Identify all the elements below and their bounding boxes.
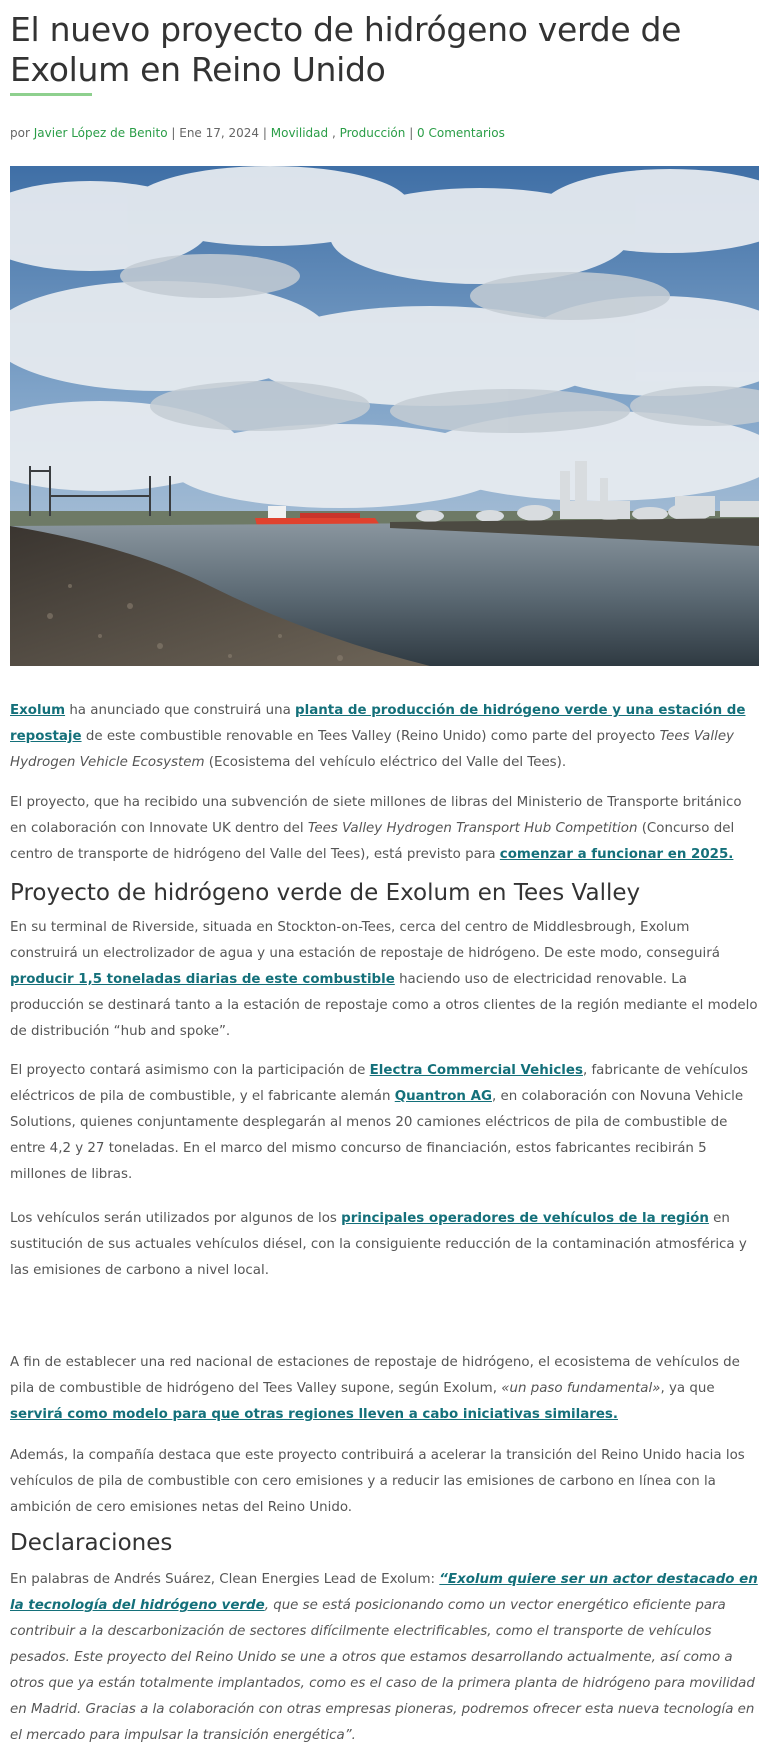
- paragraph-5: Los vehículos serán utilizados por algunos de los principales operadores de vehículos de la región en sustitución de sus actuales vehículos diésel, con la consiguiente reducción de la contaminación atmosférica y las emisiones de carbono a nivel local.: [10, 1211, 747, 1278]
- funcionar-2025-link[interactable]: comenzar a funcionar en 2025.: [499, 847, 734, 862]
- paragraph-7: Además, la compañía destaca que este proyecto contribuirá a acelerar la transición del Reino Unido hacia los vehículos de pila de combustible con cero emisiones y a reducir las emisiones de carbono en línea con la ambición de cero emisiones netas del Reino Unido.: [10, 1448, 745, 1515]
- section-heading-declaraciones: Declaraciones: [10, 1530, 173, 1556]
- quote-link[interactable]: “Exolum quiere ser un actor destacado en la tecnología del hidrógeno verde: [10, 1572, 758, 1613]
- meta-separator: |: [409, 126, 418, 140]
- meta-separator: |: [171, 126, 180, 140]
- planta-link[interactable]: planta de producción de hidrógeno verde y una estación de repostaje: [10, 703, 746, 744]
- modelo-link[interactable]: servirá como modelo para que otras regiones lleven a cabo iniciativas similares.: [10, 1407, 618, 1422]
- author-link[interactable]: Javier López de Benito: [33, 126, 168, 140]
- exolum-link[interactable]: Exolum: [10, 703, 66, 718]
- comments-link[interactable]: 0 Comentarios: [417, 126, 505, 140]
- paragraph-6: A fin de establecer una red nacional de estaciones de repostaje de hidrógeno, el ecosistema de vehículos de pila de combustible de hidrógeno del Tees Valley supone, según Exolum, «un paso fundamental», ya que servirá como modelo para que otras regiones lleven a cabo iniciativas similares.: [10, 1355, 740, 1422]
- post-meta: [10, 126, 505, 140]
- paragraph-3: En su terminal de Riverside, situada en Stockton-on-Tees, cerca del centro de Middlesbrough, Exolum construirá un electrolizador de agua y una estación de repostaje de hidrógeno. De este modo, conseguirá producir 1,5 toneladas diarias de este combustible haciendo uso de electricidad renovable. La producción se destinará tanto a la estación de repostaje como a otros clientes de la región mediante el modelo de distribución “hub and spoke”.: [10, 920, 758, 1039]
- post-date: Ene 17, 2024: [179, 126, 260, 140]
- electra-link[interactable]: Electra Commercial Vehicles: [369, 1063, 583, 1078]
- meta-separator: |: [262, 126, 271, 140]
- meta-by: por: [10, 126, 30, 140]
- operadores-link[interactable]: principales operadores de vehículos de la región: [341, 1211, 709, 1226]
- river-industrial-landscape: [10, 166, 759, 666]
- hero-image: [10, 166, 759, 666]
- article-title: El nuevo proyecto de hidrógeno verde de Exolum en Reino Unido: [10, 10, 682, 89]
- paragraph-1: Exolum ha anunciado que construirá una planta de producción de hidrógeno verde y una estación de repostaje de este combustible renovable en Tees Valley (Reino Unido) como parte del proyecto Tees Valley Hydrogen Vehicle Ecosystem (Ecosistema del vehículo eléctrico del Valle del Tees).: [10, 703, 746, 770]
- paragraph-8: En palabras de Andrés Suárez, Clean Energies Lead de Exolum: “Exolum quiere ser un actor destacado en la tecnología del hidrógeno verde, que se está posicionando como un vector energético eficiente para contribuir a la descarbonización de sectores difícilmente electrificables, como el transporte de vehículos pesados. Este proyecto del Reino Unido se une a otros que estamos desarrollando actualmente, así como a otros que ya están totalmente implantados, como es el caso de la primera planta de hidrógeno para movilidad en Madrid. Gracias a la colaboración con otras empresas pioneras, podremos ofrecer esta nueva tecnología en el mercado para impulsar la transición energética”.: [10, 1572, 758, 1743]
- title-underline: [10, 93, 92, 96]
- produccion-link[interactable]: producir 1,5 toneladas diarias de este combustible: [10, 972, 395, 987]
- quantron-link[interactable]: Quantron AG: [394, 1089, 492, 1104]
- section-heading-tees-valley: Proyecto de hidrógeno verde de Exolum en Tees Valley: [10, 880, 641, 906]
- category-link-movilidad[interactable]: Movilidad: [270, 126, 329, 140]
- paragraph-2: El proyecto, que ha recibido una subvención de siete millones de libras del Ministerio de Transporte británico en colaboración con Innovate UK dentro del Tees Valley Hydrogen Transport Hub Competition (Concurso del centro de transporte de hidrógeno del Valle del Tees), está previsto para comenzar a funcionar en 2025.: [10, 795, 742, 862]
- category-link-produccion[interactable]: Producción: [339, 126, 406, 140]
- meta-comma: ,: [331, 126, 340, 140]
- paragraph-4: El proyecto contará asimismo con la participación de Electra Commercial Vehicles, fabricante de vehículos eléctricos de pila de combustible, y el fabricante alemán Quantron AG, en colaboración con Novuna Vehicle Solutions, quienes conjuntamente desplegarán al menos 20 camiones eléctricos de pila de combustible de entre 4,2 y 27 toneladas. En el marco del mismo concurso de financiación, estos fabricantes recibirán 5 millones de libras.: [10, 1063, 749, 1182]
